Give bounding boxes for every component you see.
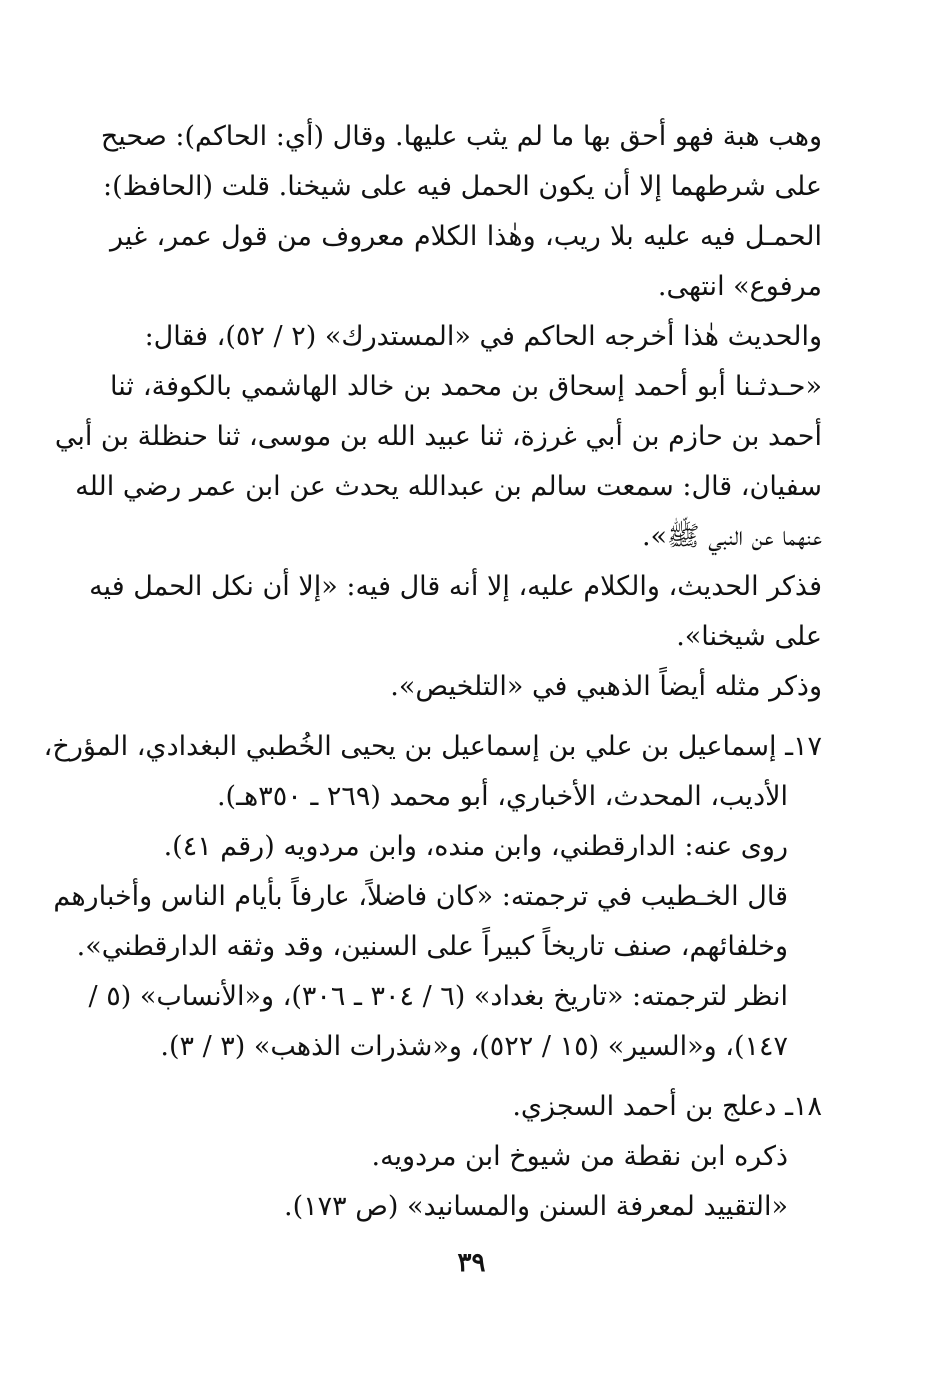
text-line: الأديب، المحدث، الأخباري، أبو محمد (٢٦٩ ـ ٣٥٠هـ). bbox=[216, 781, 788, 812]
paragraph-mustadrak bbox=[54, 312, 822, 562]
paragraph-hadith-mention bbox=[89, 562, 822, 662]
text-line: أحمد بن حازم بن أبي غرزة، ثنا عبيد الله بن موسى، ثنا حنظلة بن أبي bbox=[54, 421, 822, 452]
entry-17 bbox=[43, 722, 822, 1072]
text-line: على شيخنا». bbox=[676, 621, 822, 652]
text-line: على شرطهما إلا أن يكون الحمل فيه على شيخنا. قلت (الحافظ): bbox=[103, 171, 822, 202]
text-line: مرفوع» انتهى. bbox=[657, 271, 822, 302]
text-line: الحمـل فيه عليه بلا ريب، وهٰذا الكلام معروف من قول عمر، غير bbox=[110, 221, 822, 252]
text-line: وذكر مثله أيضاً الذهبي في «التلخيص». bbox=[390, 671, 822, 702]
entry-heading-text: دعلج بن أحمد السجزي. bbox=[512, 1091, 777, 1122]
entry-heading bbox=[110, 1082, 822, 1132]
text-line: وهب هبة فهو أحق بها ما لم يثب عليها. وقال (أي: الحاكم): صحيح bbox=[100, 121, 822, 152]
entry-number: ١٧ـ bbox=[785, 731, 822, 762]
entry-heading-text: إسماعيل بن علي بن إسماعيل بن يحيى الخُطبي البغدادي، المؤرخ، bbox=[43, 731, 777, 762]
text-line: انظر لترجمته: «تاريخ بغداد» (٦ / ٣٠٤ ـ ٣٠٦)، و«الأنساب» (٥ / bbox=[88, 981, 788, 1012]
entry-18 bbox=[110, 1082, 822, 1232]
entry-number: ١٨ـ bbox=[785, 1091, 822, 1122]
text-line: روى عنه: الدارقطني، وابن منده، وابن مردويه (رقم ٤١). bbox=[163, 831, 788, 862]
text-line: ذكره ابن نقطة من شيوخ ابن مردويه. bbox=[371, 1141, 788, 1172]
entry-heading bbox=[43, 722, 822, 772]
text-line: والحديث هٰذا أخرجه الحاكم في «المستدرك» (٢ / ٥٢)، فقال: bbox=[144, 321, 822, 352]
text-line: وخلفائهم، صنف تاريخاً كبيراً على السنين، وقد وثقه الدارقطني». bbox=[76, 931, 788, 962]
paragraph-dhahabi bbox=[110, 662, 822, 712]
text-line: «حـدثـنا أبو أحمد إسحاق بن محمد بن خالد الهاشمي بالكوفة، ثنا bbox=[110, 371, 822, 402]
text-line: سفيان، قال: سمعت سالم بن عبدالله يحدث عن ابن عمر رضي الله bbox=[75, 471, 822, 502]
page-number: ٣٩ bbox=[457, 1248, 486, 1278]
text-line: «التقييد لمعرفة السنن والمسانيد» (ص ١٧٣). bbox=[284, 1191, 788, 1222]
text-line: فذكر الحديث، والكلام عليه، إلا أنه قال فيه: «إلا أن نكل الحمل فيه bbox=[89, 571, 822, 602]
text-line: قال الخـطيب في ترجمته: «كان فاضلاً، عارفاً بأيام الناس وأخبارهم bbox=[53, 881, 788, 912]
text-line: عنهما عن النبي ﷺ». bbox=[641, 521, 822, 552]
paragraph-hakim-quote bbox=[100, 112, 822, 312]
page-body bbox=[43, 112, 822, 1232]
text-line: ١٤٧)، و«السير» (١٥ / ٥٢٢)، و«شذرات الذهب» (٣ / ٣). bbox=[160, 1031, 788, 1062]
